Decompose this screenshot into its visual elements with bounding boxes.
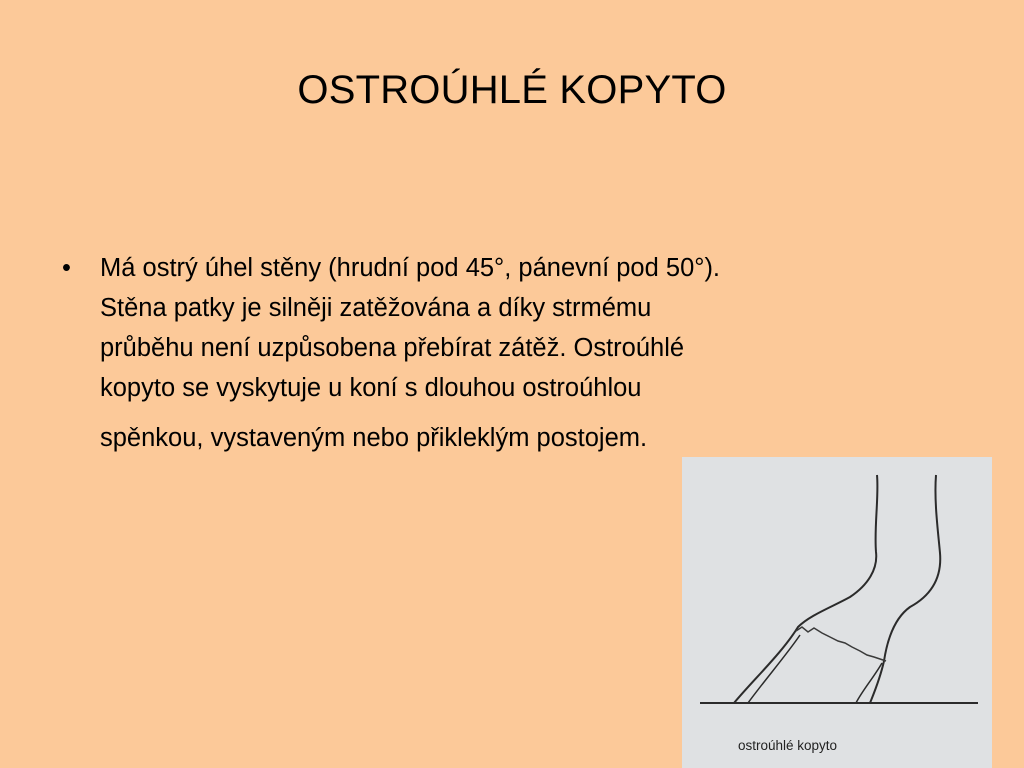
slide-title: OSTROÚHLÉ KOPYTO: [297, 68, 727, 112]
bullet-line-1: Má ostrý úhel stěny (hrudní pod 45°, pánevní pod 50°).: [100, 254, 721, 282]
coronet-band: [796, 627, 886, 661]
bullet-line-2: Stěna patky je silněji zatěžována a díky strmému: [100, 294, 652, 322]
bullet-marker: •: [62, 254, 71, 282]
bullet-item: [62, 248, 962, 458]
bullet-line-5: spěnkou, vystaveným nebo přikleklým postojem.: [100, 424, 648, 452]
hoof-drawing: [682, 457, 992, 768]
leg-rear-outline: [870, 475, 940, 703]
bullet-line-4: kopyto se vyskytuje u koní s dlouhou ostroúhlou: [100, 374, 642, 402]
leg-front-outline: [734, 475, 877, 703]
bullet-list: [62, 248, 962, 458]
hoof-illustration: [682, 457, 992, 768]
figure-caption: ostroúhlé kopyto: [738, 738, 838, 753]
bullet-line-3: průběhu není uzpůsobena přebírat zátěž. Ostroúhlé: [100, 334, 685, 362]
hoof-wall: [748, 635, 800, 703]
